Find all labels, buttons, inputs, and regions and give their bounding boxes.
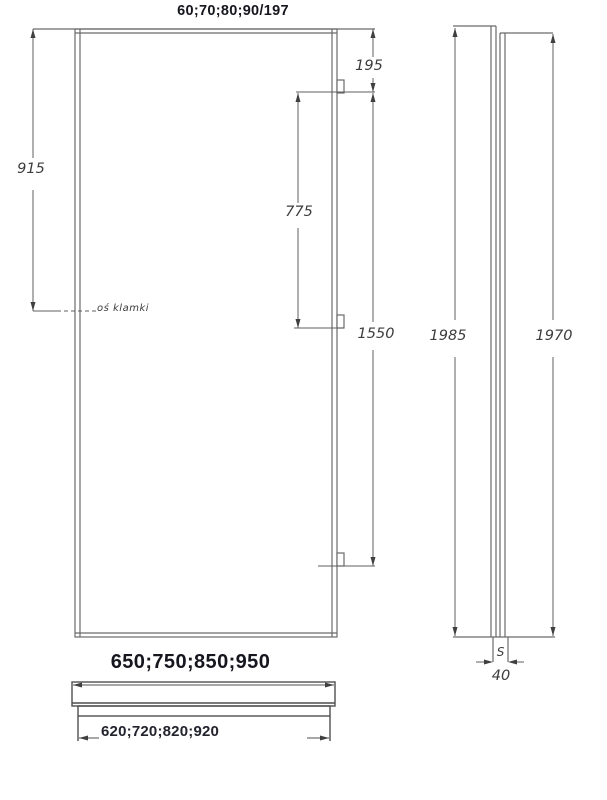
side-view-dimensions [455, 28, 553, 662]
dim-915-label: 915 [17, 161, 45, 177]
dim-1970-label: 1970 [535, 328, 573, 344]
overall-width-label: 650;750;850;950 [110, 651, 271, 673]
handle-axis-label: oś klamki [97, 303, 150, 314]
dimension-arrowheads [31, 28, 556, 741]
size-designation-label: 60;70;80;90/197 [177, 3, 289, 19]
dim-1550-label: 1550 [357, 326, 395, 342]
hinge-middle [337, 315, 344, 328]
dim-195-label: 195 [355, 58, 383, 74]
dim-775-label: 775 [285, 204, 313, 220]
side-view [453, 26, 555, 662]
dim-40-label: 40 [491, 668, 511, 684]
hinge-bottom [337, 553, 344, 566]
front-view-dimensions [33, 29, 375, 566]
rebate-width-label: 620;720;820;920 [101, 723, 220, 740]
hinge-top [337, 80, 344, 93]
front-view [33, 29, 375, 637]
thickness-symbol-label: S [496, 645, 505, 659]
hinges [337, 80, 344, 566]
dim-1985-label: 1985 [429, 328, 467, 344]
